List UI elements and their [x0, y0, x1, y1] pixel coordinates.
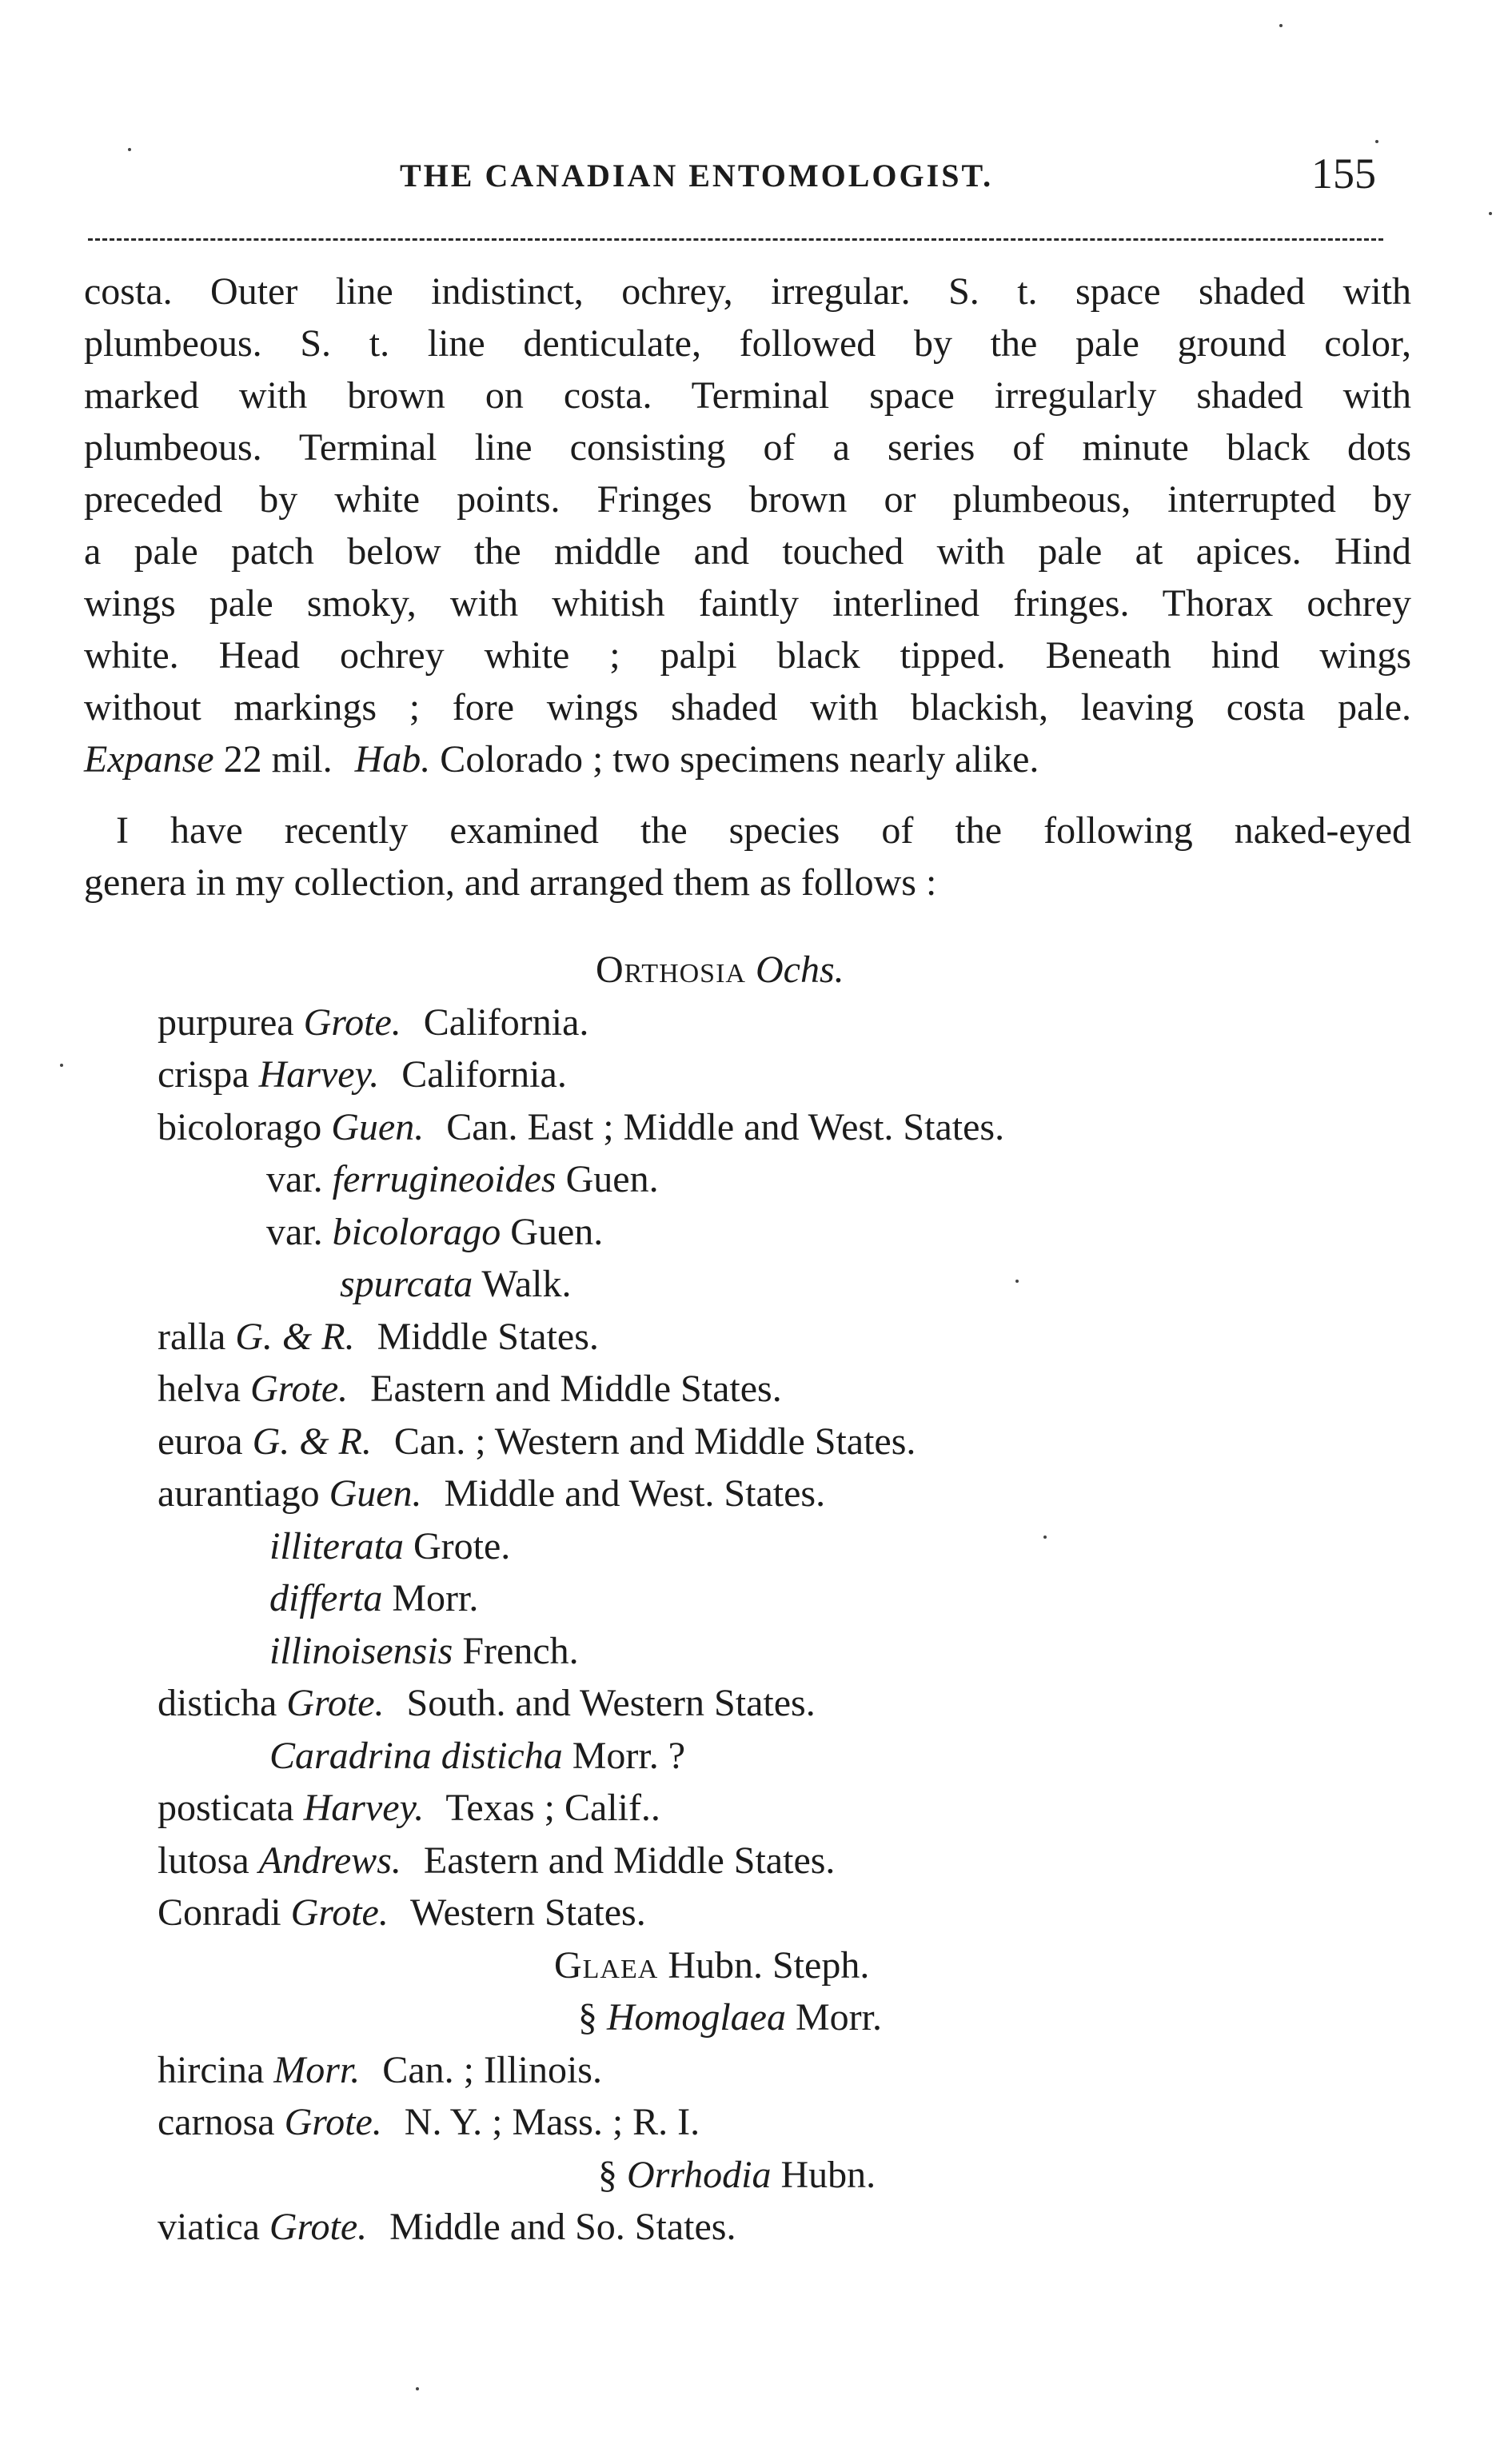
- body-text: [84, 266, 1411, 909]
- text-line: plumbeous. S. t. line denticulate, followed by the pale ground color,: [84, 322, 1411, 365]
- synonym-entry: differta Morr.: [269, 1577, 479, 1619]
- scan-speck: [416, 2387, 419, 2390]
- synonym-entry: Caradrina disticha Morr. ?: [269, 1734, 686, 1777]
- text-line: a pale patch below the middle and touched with pale at apices. Hind: [84, 530, 1411, 573]
- text-line: preceded by white points. Fringes brown or plumbeous, interrupted by: [84, 478, 1411, 521]
- variety-entry: var. ferrugineoides Guen.: [266, 1158, 659, 1200]
- text-line: [84, 733, 1411, 785]
- scan-speck: [1015, 1280, 1019, 1283]
- scan-speck: [128, 148, 131, 151]
- synonym-entry: spurcata Walk.: [340, 1263, 572, 1305]
- species-entry: helva Grote. Eastern and Middle States.: [158, 1368, 782, 1410]
- text-line: plumbeous. Terminal line consisting of a series of minute black dots: [84, 426, 1411, 469]
- species-entry: crispa Harvey. California.: [158, 1053, 567, 1096]
- genus-author: Ochs.: [755, 948, 844, 991]
- text-line: genera in my collection, and arranged them as follows :: [84, 861, 937, 904]
- subgenus-name: Orrhodia: [627, 2153, 772, 2196]
- text-line: white. Head ochrey white ; palpi black tipped. Beneath hind wings: [84, 634, 1411, 677]
- species-entry: lutosa Andrews. Eastern and Middle States.: [158, 1839, 836, 1882]
- species-entry: euroa G. & R. Can. ; Western and Middle States.: [158, 1420, 916, 1463]
- section-mark: §: [578, 1996, 597, 2039]
- genus-heading: [84, 944, 1411, 996]
- species-entry: ralla G. & R. Middle States.: [158, 1315, 599, 1358]
- text-line: marked with brown on costa. Terminal space irregularly shaded with: [84, 374, 1411, 417]
- subgenus-heading: [84, 1991, 1411, 2044]
- species-entry: hircina Morr. Can. ; Illinois.: [158, 2048, 602, 2091]
- variety-entry: var. bicolorago Guen.: [266, 1210, 604, 1253]
- scan-speck: [1375, 140, 1378, 143]
- running-head: [88, 152, 1399, 208]
- hab-label: Hab.: [354, 738, 431, 781]
- subgenus-author: Hubn.: [780, 2153, 876, 2196]
- genus-author: Hubn. Steph.: [668, 1943, 870, 1987]
- scan-speck: [1279, 24, 1283, 27]
- synonym-entry: illinoisensis French.: [269, 1629, 579, 1672]
- running-title: THE CANADIAN ENTOMOLOGIST.: [400, 158, 994, 194]
- species-entry: viatica Grote. Middle and So. States.: [158, 2206, 736, 2248]
- genus-heading: [84, 1939, 1411, 1992]
- text-line: without markings ; fore wings shaded with blackish, leaving costa pale.: [84, 686, 1411, 729]
- subgenus-heading: [84, 2149, 1411, 2202]
- subgenus-name: Homoglaea: [607, 1996, 786, 2039]
- text-line: I have recently examined the species of the following naked-eyed: [116, 809, 1411, 852]
- scan-speck: [1489, 212, 1492, 215]
- text-line: costa. Outer line indistinct, ochrey, irregular. S. t. space shaded with: [84, 270, 1411, 313]
- section-mark: §: [598, 2153, 617, 2196]
- species-entry: bicolorago Guen. Can. East ; Middle and West. States.: [158, 1105, 1005, 1148]
- scan-speck: [60, 1064, 63, 1067]
- species-entry: disticha Grote. South. and Western States.: [158, 1682, 816, 1724]
- hab-value: Colorado ; two specimens nearly alike.: [440, 738, 1039, 781]
- genus-name: Orthosia: [596, 948, 746, 991]
- species-entry: Conradi Grote. Western States.: [158, 1891, 646, 1934]
- species-entry: posticata Harvey. Texas ; Calif..: [158, 1787, 660, 1829]
- synonym-entry: illiterata Grote.: [269, 1524, 511, 1567]
- text-line: wings pale smoky, with whitish faintly interlined fringes. Thorax ochrey: [84, 582, 1411, 625]
- expanse-value: 22 mil.: [223, 738, 333, 781]
- expanse-label: Expanse: [84, 738, 214, 781]
- species-entry: purpurea Grote. California.: [158, 1000, 589, 1044]
- scan-speck: [1043, 1535, 1047, 1539]
- species-entry: aurantiago Guen. Middle and West. States.: [158, 1472, 826, 1515]
- species-entry: carnosa Grote. N. Y. ; Mass. ; R. I.: [158, 2101, 700, 2143]
- header-rule: [88, 238, 1383, 241]
- page-number: 155: [1311, 150, 1376, 198]
- subgenus-author: Morr.: [795, 1996, 882, 2039]
- species-list: [84, 944, 1411, 2254]
- genus-name: Glaea: [554, 1943, 659, 1987]
